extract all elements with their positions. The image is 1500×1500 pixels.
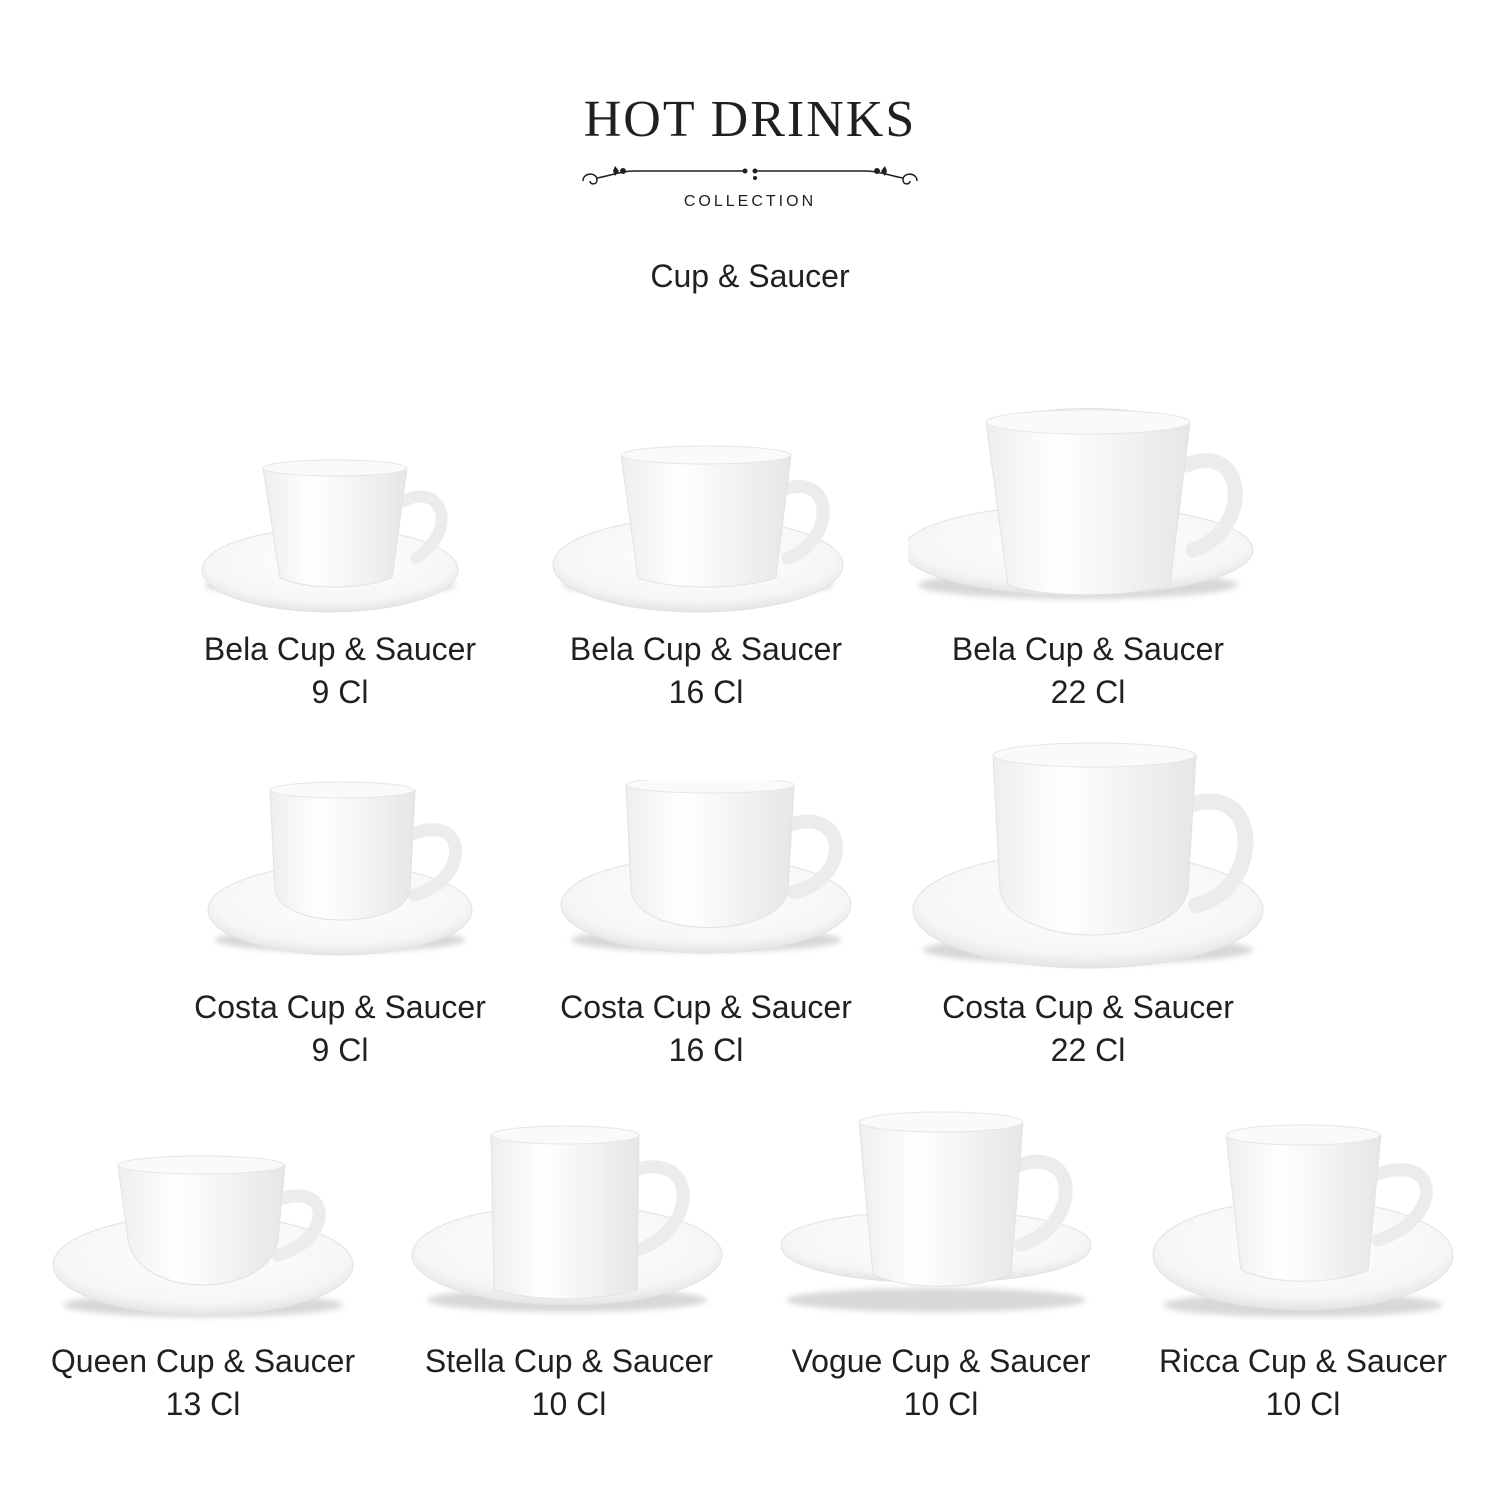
product-capacity: 13 Cl [165,1386,241,1422]
product-card [761,1110,1121,1440]
cup-saucer-image [761,1110,1121,1320]
page-title: HOT DRINKS [583,91,917,148]
product-capacity: 10 Cl [531,1386,607,1422]
cup-saucer-image [526,780,886,960]
product-name: Stella Cup & Saucer [424,1343,714,1379]
product-name: Costa Cup & Saucer [560,989,852,1025]
product-capacity: 9 Cl [311,674,369,710]
page-subtitle: Cup & Saucer [650,258,850,294]
product-capacity: 16 Cl [668,674,744,710]
product-name: Ricca Cup & Saucer [1158,1343,1448,1379]
product-name: Bela Cup & Saucer [569,631,843,667]
product-capacity: 16 Cl [668,1032,744,1068]
cup-saucer-image [160,440,520,620]
ornament-divider-icon [575,160,925,194]
product-capacity: 10 Cl [1265,1386,1341,1422]
product-card [389,1120,749,1440]
cup-saucer-image [526,440,886,620]
product-card [160,780,520,1080]
product-capacity: 10 Cl [903,1386,979,1422]
cup-saucer-image [389,1120,749,1320]
product-card [160,440,520,720]
product-capacity: 22 Cl [1050,674,1126,710]
product-card [908,400,1268,720]
cup-saucer-image [160,780,520,960]
product-card [908,740,1268,1080]
product-name: Bela Cup & Saucer [951,631,1225,667]
product-name: Costa Cup & Saucer [942,989,1234,1025]
cup-saucer-image [908,400,1268,620]
product-card [526,780,886,1080]
product-capacity: 9 Cl [311,1032,369,1068]
product-name: Queen Cup & Saucer [50,1343,356,1379]
product-capacity: 22 Cl [1050,1032,1126,1068]
product-name: Vogue Cup & Saucer [791,1343,1091,1379]
product-name: Costa Cup & Saucer [194,989,486,1025]
product-card [526,440,886,720]
cup-saucer-image [1123,1110,1483,1320]
product-card [1123,1110,1483,1440]
cup-saucer-image [23,1150,383,1330]
collection-label: COLLECTION [683,193,817,210]
product-card [23,1150,383,1440]
product-name: Bela Cup & Saucer [203,631,477,667]
cup-saucer-image [908,740,1268,975]
